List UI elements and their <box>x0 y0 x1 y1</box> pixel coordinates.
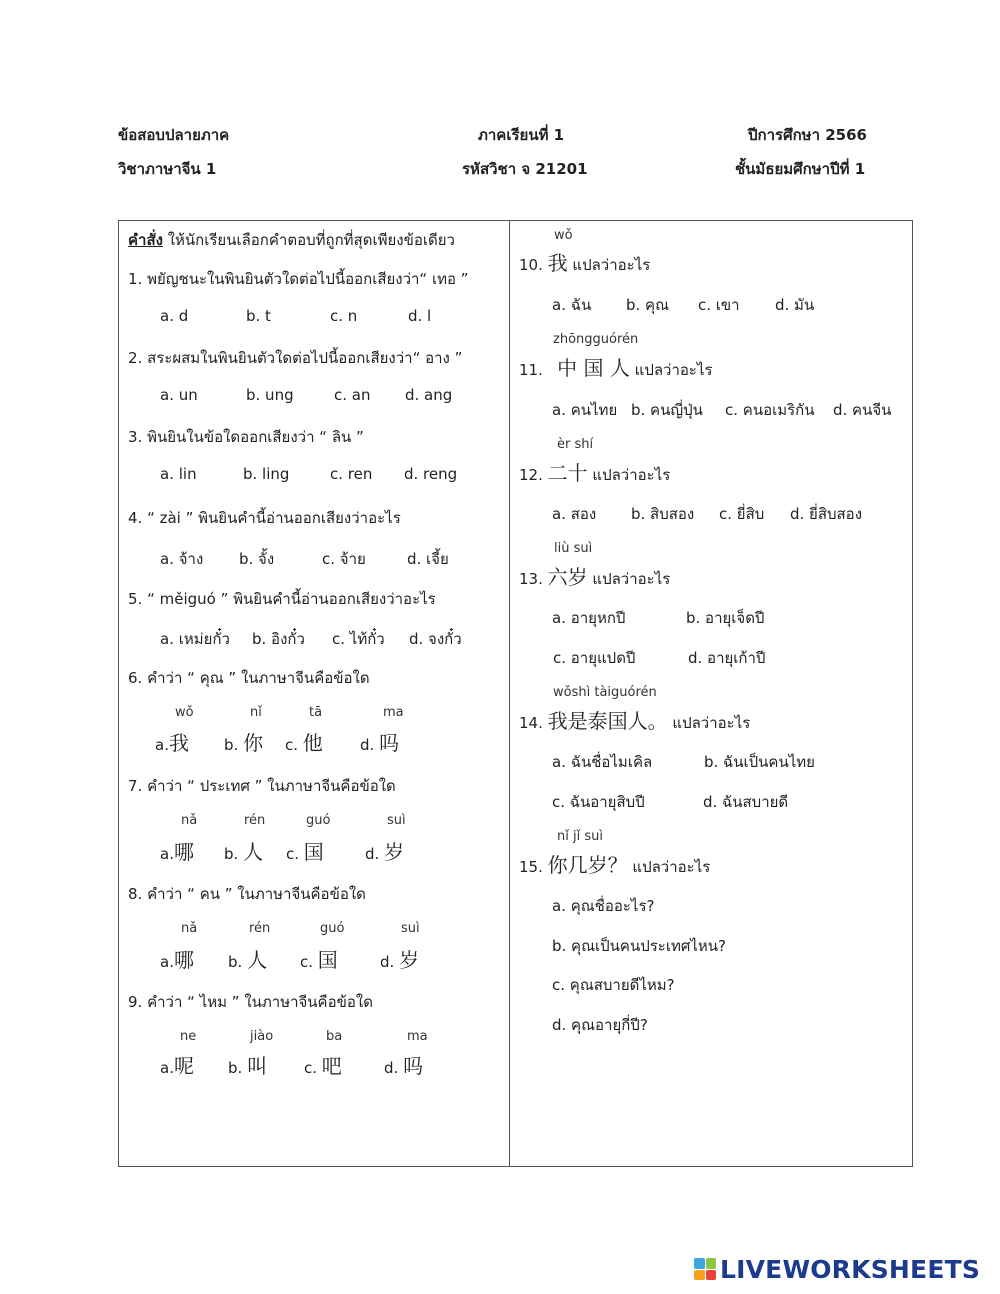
q2-option-a[interactable]: a. un <box>160 386 198 404</box>
question-6: 6. คำว่า “ คุณ ” ในภาษาจีนคือข้อใด <box>128 669 370 687</box>
q11-option-a[interactable]: a. คนไทย <box>552 401 618 419</box>
q3-option-b[interactable]: b. ling <box>243 465 290 483</box>
q10-option-d[interactable]: d. มัน <box>775 296 815 314</box>
q1-option-b[interactable]: b. t <box>246 307 271 325</box>
q9-option-b[interactable]: b. 叫 <box>228 1054 268 1078</box>
q3-option-c[interactable]: c. ren <box>330 465 373 483</box>
liveworksheets-logo-icon <box>694 1258 716 1280</box>
q5-option-c[interactable]: c. ไท้กั๋ว <box>332 630 385 648</box>
q8-option-d[interactable]: d. 岁 <box>380 948 420 972</box>
academic-year: ปีการศึกษา 2566 <box>748 126 867 144</box>
q15-option-b[interactable]: b. คุณเป็นคนประเทศไหน? <box>552 937 727 955</box>
q8-pinyin-c: guó <box>320 921 345 936</box>
q12-option-c[interactable]: c. ยี่สิบ <box>719 505 765 523</box>
question-11: 11. 中 国 人 แปลว่าอะไร <box>519 356 713 380</box>
q15-option-a[interactable]: a. คุณชื่ออะไร? <box>552 897 655 915</box>
q3-option-a[interactable]: a. lin <box>160 465 197 483</box>
q4-option-d[interactable]: d. เจี้ย <box>407 550 449 568</box>
q9-pinyin-a: ne <box>180 1029 197 1044</box>
q8-pinyin-b: rén <box>249 921 271 936</box>
q11-option-c[interactable]: c. คนอเมริกัน <box>725 401 815 419</box>
q9-option-a[interactable]: a.呢 <box>160 1054 194 1078</box>
q9-pinyin-c: ba <box>326 1029 343 1044</box>
q1-option-d[interactable]: d. l <box>408 307 432 325</box>
q7-option-a[interactable]: a.哪 <box>160 840 194 864</box>
q9-pinyin-b: jiào <box>250 1029 274 1044</box>
q7-pinyin-b: rén <box>244 813 266 828</box>
q14-pinyin: wǒshì tàiguórén <box>553 685 657 700</box>
instruction-text: ให้นักเรียนเลือกคำตอบที่ถูกที่สุดเพียงข้อเดียว <box>162 231 455 249</box>
question-7: 7. คำว่า “ ประเทศ ” ในภาษาจีนคือข้อใด <box>128 777 396 795</box>
q8-option-c[interactable]: c. 国 <box>300 948 338 972</box>
q14-option-a[interactable]: a. ฉันชื่อไมเคิล <box>552 753 653 771</box>
q6-option-d[interactable]: d. 吗 <box>360 731 400 755</box>
q6-pinyin-d: ma <box>383 705 404 720</box>
question-1: 1. พยัญชนะในพินยินตัวใดต่อไปนี้ออกเสียงว่า“ เทอ ” <box>128 270 469 288</box>
q2-option-b[interactable]: b. ung <box>246 386 294 404</box>
q13-pinyin: liù suì <box>554 541 593 556</box>
q10-option-a[interactable]: a. ฉัน <box>552 296 592 314</box>
q10-pinyin: wǒ <box>554 228 573 243</box>
q6-option-b[interactable]: b. 你 <box>224 731 264 755</box>
q12-option-b[interactable]: b. สิบสอง <box>631 505 695 523</box>
column-divider <box>509 220 510 1167</box>
subject-name: วิชาภาษาจีน 1 <box>118 160 217 178</box>
q10-option-c[interactable]: c. เขา <box>698 296 740 314</box>
instruction <box>128 228 455 252</box>
q5-option-d[interactable]: d. จงกั๋ว <box>409 630 462 648</box>
q2-option-d[interactable]: d. ang <box>405 386 453 404</box>
question-9: 9. คำว่า “ ไหม ” ในภาษาจีนคือข้อใด <box>128 993 373 1011</box>
q13-option-b[interactable]: b. อายุเจ็ดปี <box>686 609 765 627</box>
q7-pinyin-d: suì <box>387 813 406 828</box>
question-14: 14. 我是泰国人。 แปลว่าอะไร <box>519 709 751 733</box>
q15-option-d[interactable]: d. คุณอายุกี่ปี? <box>552 1016 648 1034</box>
question-15: 15. 你几岁？ แปลว่าอะไร <box>519 853 711 877</box>
q7-pinyin-c: guó <box>306 813 331 828</box>
q8-pinyin-d: suì <box>401 921 420 936</box>
q10-option-b[interactable]: b. คุณ <box>626 296 670 314</box>
q6-pinyin-a: wǒ <box>175 705 194 720</box>
q14-option-d[interactable]: d. ฉันสบายดี <box>703 793 789 811</box>
q8-option-a[interactable]: a.哪 <box>160 948 194 972</box>
q9-pinyin-d: ma <box>407 1029 428 1044</box>
q11-pinyin: zhōngguórén <box>553 332 639 347</box>
subject-code: รหัสวิชา จ 21201 <box>462 160 588 178</box>
q4-option-b[interactable]: b. จั้ง <box>239 550 275 568</box>
question-12: 12. 二十 แปลว่าอะไร <box>519 461 671 485</box>
q7-option-b[interactable]: b. 人 <box>224 840 264 864</box>
q13-option-d[interactable]: d. อายุเก้าปี <box>688 649 766 667</box>
grade-level: ชั้นมัธยมศึกษาปีที่ 1 <box>735 160 866 178</box>
q1-option-a[interactable]: a. d <box>160 307 189 325</box>
question-10: 10. 我 แปลว่าอะไร <box>519 251 651 275</box>
q13-option-a[interactable]: a. อายุหกปี <box>552 609 626 627</box>
q12-option-a[interactable]: a. สอง <box>552 505 597 523</box>
q9-option-d[interactable]: d. 吗 <box>384 1054 424 1078</box>
question-2: 2. สระผสมในพินยินตัวใดต่อไปนี้ออกเสียงว่า“ อาง ” <box>128 349 463 367</box>
q11-option-d[interactable]: d. คนจีน <box>833 401 892 419</box>
q11-option-b[interactable]: b. คนญี่ปุ่น <box>631 401 703 419</box>
q6-option-c[interactable]: c. 他 <box>285 731 323 755</box>
semester: ภาคเรียนที่ 1 <box>478 126 565 144</box>
q14-option-c[interactable]: c. ฉันอายุสิบปี <box>552 793 645 811</box>
q6-pinyin-b: nǐ <box>250 705 262 720</box>
q7-pinyin-a: nǎ <box>181 813 198 828</box>
q12-option-d[interactable]: d. ยี่สิบสอง <box>790 505 863 523</box>
q8-pinyin-a: nǎ <box>181 921 198 936</box>
q6-option-a[interactable]: a.我 <box>155 731 189 755</box>
q5-option-a[interactable]: a. เหม่ยกั๋ว <box>160 630 230 648</box>
q7-option-d[interactable]: d. 岁 <box>365 840 405 864</box>
question-5: 5. “ měiguó ” พินยินคำนี้อ่านออกเสียงว่าอะไร <box>128 590 436 608</box>
q2-option-c[interactable]: c. an <box>334 386 371 404</box>
q5-option-b[interactable]: b. อิงกั๋ว <box>252 630 305 648</box>
q4-option-a[interactable]: a. จ้าง <box>160 550 204 568</box>
question-13: 13. 六岁 แปลว่าอะไร <box>519 565 671 589</box>
liveworksheets-logo[interactable] <box>694 1255 980 1283</box>
q8-option-b[interactable]: b. 人 <box>228 948 268 972</box>
q4-option-c[interactable]: c. จ้าย <box>322 550 366 568</box>
question-3: 3. พินยินในข้อใดออกเสียงว่า “ ลิน ” <box>128 428 364 446</box>
q14-option-b[interactable]: b. ฉันเป็นคนไทย <box>704 753 815 771</box>
q6-pinyin-c: tā <box>309 705 323 720</box>
question-8: 8. คำว่า “ คน ” ในภาษาจีนคือข้อใด <box>128 885 366 903</box>
q7-option-c[interactable]: c. 国 <box>286 840 324 864</box>
q3-option-d[interactable]: d. reng <box>404 465 458 483</box>
q15-pinyin: nǐ jǐ suì <box>557 829 603 844</box>
exam-title: ข้อสอบปลายภาค <box>118 126 230 144</box>
q12-pinyin: èr shí <box>557 437 594 452</box>
q1-option-c[interactable]: c. n <box>330 307 358 325</box>
q13-option-c[interactable]: c. อายุแปดปี <box>553 649 636 667</box>
liveworksheets-brand: LIVEWORKSHEETS <box>720 1254 981 1284</box>
question-4: 4. “ zài ” พินยินคำนี้อ่านออกเสียงว่าอะไร <box>128 509 401 527</box>
q15-option-c[interactable]: c. คุณสบายดีไหม? <box>552 976 675 994</box>
q9-option-c[interactable]: c. 吧 <box>304 1054 342 1078</box>
instruction-label: คำสั่ง <box>128 231 163 249</box>
